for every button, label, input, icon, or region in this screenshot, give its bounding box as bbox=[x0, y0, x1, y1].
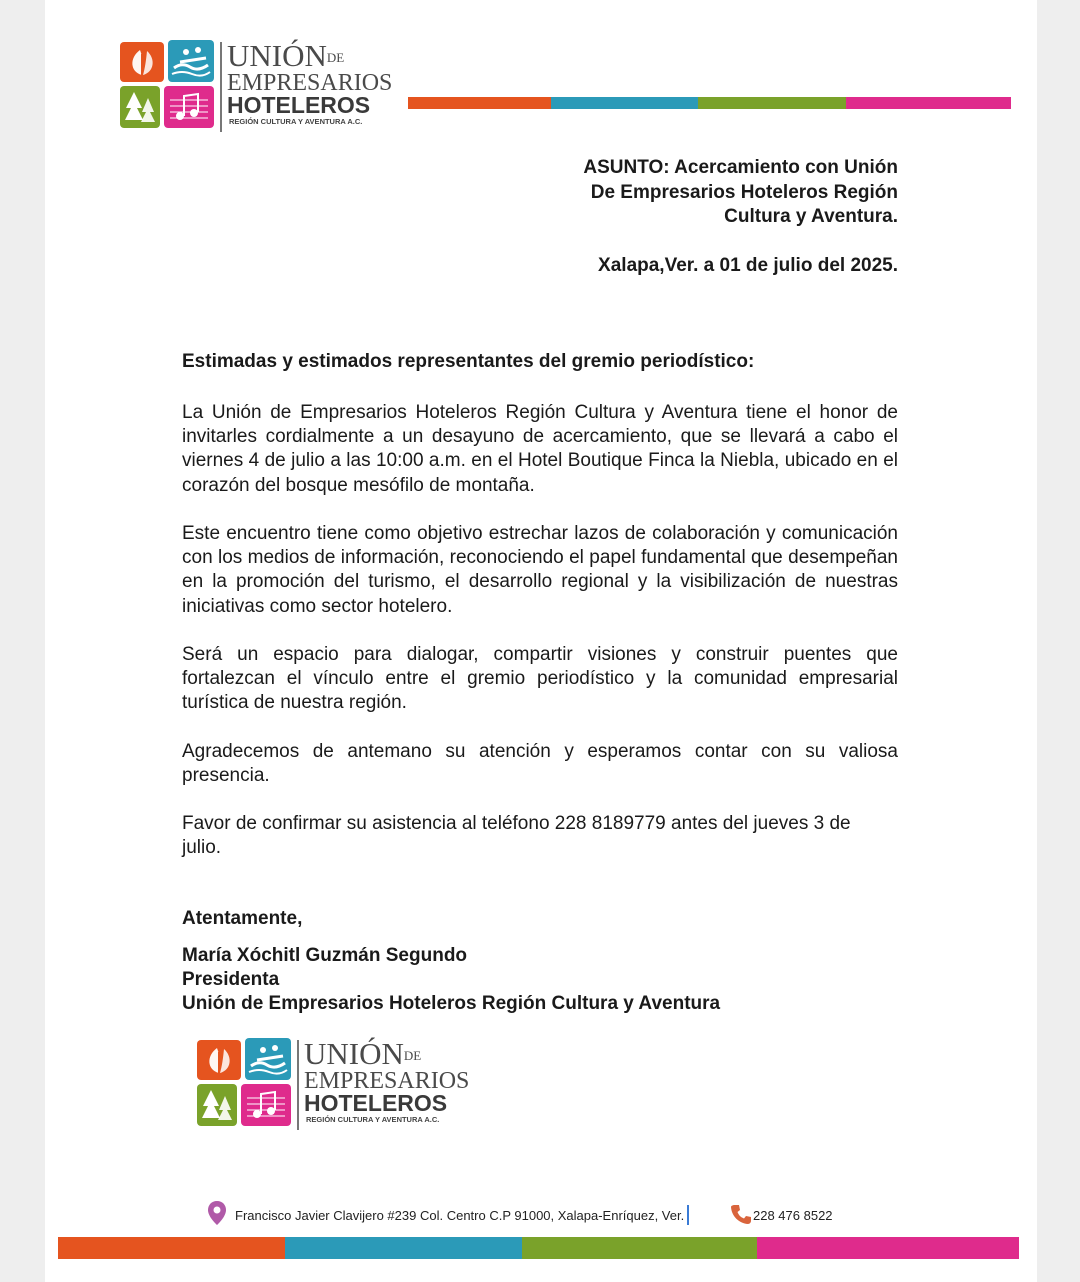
music-notes-icon bbox=[241, 1084, 291, 1126]
signer-name: María Xóchitl Guzmán Segundo bbox=[182, 945, 468, 966]
logo-line-region: REGIÓN CULTURA Y AVENTURA A.C. bbox=[306, 1115, 440, 1124]
logo-line-hoteleros: HOTELEROS bbox=[304, 1090, 448, 1116]
coffee-leaf-icon bbox=[197, 1040, 241, 1080]
subject-line: Cultura y Aventura. bbox=[724, 206, 898, 227]
logo-line-union: $UNIÓN^{DE}$ bbox=[227, 38, 345, 73]
subject-line: ASUNTO: Acercamiento con Unión bbox=[583, 157, 898, 178]
paragraph-thanks: Agradecemos de antemano su atención y esperamos contar con su valiosa presencia. bbox=[182, 741, 898, 787]
river-rafting-icon bbox=[168, 40, 214, 82]
footer-address: Francisco Javier Clavijero #239 Col. Centro C.P 91000, Xalapa-Enríquez, Ver. bbox=[235, 1208, 685, 1223]
coffee-leaf-icon bbox=[120, 42, 164, 82]
paragraph-dialogue: Será un espacio para dialogar, compartir visiones y construir puentes que fortalezcan el vínculo entre el gremio periodístico y la comunidad empresarial turística de nuestra región. bbox=[182, 644, 898, 714]
logo-line-region: REGIÓN CULTURA Y AVENTURA A.C. bbox=[229, 117, 363, 126]
subject-line: De Empresarios Hoteleros Región bbox=[590, 181, 898, 203]
greeting: Estimadas y estimados representantes del gremio periodístico: bbox=[182, 351, 755, 372]
header-logo bbox=[120, 40, 420, 132]
logo-line-union: $UNIÓN^{DE}$ bbox=[304, 1036, 422, 1071]
closing-regards: Atentamente, bbox=[182, 908, 303, 929]
paragraph-objective: Este encuentro tiene como objetivo estrechar lazos de colaboración y comunicación con los medios de información, reconociendo el papel fundamental que desempeñan en la promoción del turismo, el desarrollo regional y la visibilización de nuestras iniciativas como sector hotelero. bbox=[182, 523, 898, 617]
location-pin-icon bbox=[207, 1200, 227, 1226]
trees-icon bbox=[120, 86, 160, 128]
signer-role: Presidenta bbox=[182, 969, 280, 990]
subject-block bbox=[583, 156, 898, 230]
footer-separator bbox=[687, 1205, 689, 1225]
music-notes-icon bbox=[164, 86, 214, 128]
phone-icon bbox=[730, 1203, 752, 1225]
logo-tiles bbox=[197, 1038, 293, 1126]
logo-line-empresarios: EMPRESARIOS bbox=[227, 70, 393, 96]
logo-line-hoteleros: HOTELEROS bbox=[227, 92, 371, 118]
river-rafting-icon bbox=[245, 1038, 291, 1080]
paragraph-rsvp: Favor de confirmar su asistencia al teléfono 228 8189779 antes del jueves 3 de julio. bbox=[182, 813, 851, 859]
footer-color-bar bbox=[58, 1237, 1019, 1259]
trees-icon bbox=[197, 1084, 237, 1126]
letter-page bbox=[45, 0, 1037, 1282]
paragraph-invitation: La Unión de Empresarios Hoteleros Región Cultura y Aventura tiene el honor de invitarles cordialmente a un desayuno de acercamiento, que se llevará a cabo el viernes 4 de julio a las 10:00 a.m. en el Hotel Boutique Finca la Niebla, ubicado en el corazón del bosque mesófilo de montaña. bbox=[182, 402, 898, 496]
date-line: Xalapa,Ver. a 01 de julio del 2025. bbox=[598, 255, 898, 276]
footer-logo bbox=[197, 1038, 497, 1130]
footer-phone: 228 476 8522 bbox=[753, 1208, 833, 1223]
logo-tiles bbox=[120, 40, 216, 128]
header-color-bar bbox=[408, 97, 1011, 109]
signer-organization: Unión de Empresarios Hoteleros Región Cultura y Aventura bbox=[182, 993, 721, 1014]
logo-line-empresarios: EMPRESARIOS bbox=[304, 1068, 470, 1094]
